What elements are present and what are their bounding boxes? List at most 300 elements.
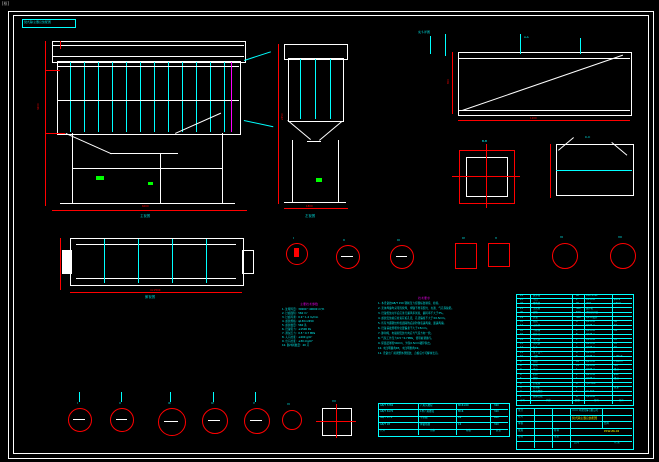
- parts-cell: ∟63×5: [614, 359, 623, 363]
- side-internal-line: [315, 59, 316, 119]
- plan-left-cap: [62, 250, 72, 274]
- hopper-dim-line: [458, 117, 630, 121]
- std-cell: 16: [458, 422, 462, 426]
- detail-mark: [73, 419, 85, 420]
- parts-cell: 控制柜: [533, 386, 541, 389]
- parts-cell: 喷吹管: [533, 302, 541, 306]
- dimension-line: [52, 210, 247, 211]
- spec-item: 5. 滤袋数量：560 条: [282, 324, 307, 327]
- note-item: 8. 气包工作压力0.5～0.7MPa，使用前须排污。: [378, 337, 434, 340]
- detail-leader: [170, 392, 171, 402]
- section-label-cc: C-C: [585, 135, 591, 139]
- detail-leader: [255, 392, 256, 402]
- parts-header-cell: 数量: [575, 399, 580, 403]
- tb-project: 袋式除尘器总装配图: [572, 416, 598, 420]
- dimension-line: [45, 70, 60, 71]
- plan-right-cap: [242, 250, 254, 274]
- view-label-main: 主视图: [140, 214, 151, 218]
- casing-top-line2: [52, 56, 244, 57]
- parts-cell: 卸灰阀: [533, 381, 541, 385]
- side-dimension: [284, 205, 348, 209]
- parts-cell: φ219: [614, 298, 621, 301]
- tb-check-label: 校对: [518, 415, 524, 419]
- parts-col-div: [612, 294, 613, 404]
- parts-cell: 出风道: [533, 342, 541, 345]
- std-row-div: [378, 409, 508, 410]
- section-cc-dim: [550, 144, 551, 198]
- parts-cell: 4: [576, 346, 578, 350]
- dimension-line: [45, 41, 46, 206]
- parts-cell: 检修盖板: [533, 394, 543, 398]
- parts-cell: 560: [576, 315, 581, 319]
- detail-label: I: [77, 401, 78, 405]
- std-cell: 320: [494, 422, 499, 426]
- side-highlight: [316, 178, 322, 182]
- note-item: 5. 所有外露钢结构表面除锈后涂防锈底漆两遍，面漆两遍。: [378, 322, 447, 325]
- parts-cell: 1: [576, 390, 578, 394]
- plan-div: [138, 239, 139, 283]
- bag-line: [112, 62, 113, 132]
- detail-callout-circle: [158, 408, 186, 436]
- plan-div: [172, 239, 173, 283]
- tb-date-label: 日期: [518, 435, 524, 439]
- tb-approve-label: 批准: [518, 428, 524, 432]
- detail-label: VII: [332, 399, 336, 403]
- dimension-text: 2450: [281, 113, 284, 120]
- dimension-tick: [60, 41, 61, 49]
- parts-cell: 中箱体: [533, 328, 541, 332]
- parts-col-div: [572, 294, 573, 404]
- parts-header-cell: 序号: [520, 399, 525, 403]
- parts-cell: 3: [520, 386, 522, 389]
- tb-material-label: 材料: [554, 428, 560, 432]
- parts-cell: 组合: [614, 368, 619, 372]
- magenta-marker: [231, 62, 232, 132]
- detail-callout-label: II: [343, 238, 345, 242]
- parts-cell: 23: [520, 298, 524, 301]
- parts-cell: 8: [576, 394, 578, 398]
- dimension-text: 1200: [530, 117, 537, 120]
- tb-sheet-label: 共 张: [614, 441, 620, 445]
- std-header-cell: 代号: [380, 429, 386, 433]
- bag-line: [224, 62, 225, 132]
- std-cell: 320: [494, 403, 499, 407]
- parts-cell: Q235-A: [586, 359, 595, 363]
- parts-cell: Q235镀锌: [586, 315, 598, 319]
- parts-cell: 1: [576, 372, 578, 376]
- parts-cell: 7: [520, 368, 522, 372]
- std-cell: M16×60: [458, 403, 469, 407]
- bag-line: [182, 62, 183, 132]
- detail-callout-mark: [294, 248, 299, 257]
- detail-label: III: [168, 401, 171, 405]
- parts-cell: 文氏管: [533, 306, 541, 310]
- tb-col-div: [602, 408, 603, 428]
- bag-line: [140, 62, 141, 132]
- plan-div: [104, 239, 105, 283]
- parts-cell: 上箱体: [533, 324, 541, 328]
- title-block: [516, 408, 632, 448]
- std-cell: GB/T 5782: [380, 403, 394, 407]
- side-middle-casing: [288, 58, 344, 122]
- parts-cell: 13: [520, 342, 524, 345]
- parts-cell: φ33.5: [614, 302, 621, 306]
- plan-div: [206, 239, 207, 283]
- parts-cell: 560: [576, 306, 581, 310]
- detail-callout-mark: [341, 256, 353, 257]
- spec-item: 8. 入口浓度：≤200 g/m³: [282, 336, 313, 339]
- std-cell: GB/T 93: [380, 422, 390, 426]
- parts-row-div: [516, 400, 632, 401]
- parts-cell: 1: [576, 328, 578, 332]
- parts-cell: 1: [520, 394, 522, 398]
- note-item: 6. 设备基础预埋件位置偏差不大于±5mm。: [378, 327, 430, 330]
- detail-mark: [208, 420, 220, 421]
- detail-callout-circle: [336, 245, 360, 269]
- parts-cell: 平台: [533, 368, 538, 372]
- detail-leader: [79, 392, 80, 402]
- parts-cell: 4: [576, 381, 578, 385]
- hopper-detail-top: [458, 58, 630, 59]
- hopper-leader: [445, 34, 446, 56]
- parts-table: [516, 294, 632, 404]
- parts-cell: 11: [520, 350, 524, 354]
- parts-cell: 5: [520, 377, 522, 381]
- parts-cell: δ5: [614, 346, 617, 350]
- parts-cell: 气包: [533, 298, 538, 301]
- note-item: 11. 设备出厂前须整体预组装，合格后方可解体发运。: [378, 352, 441, 355]
- spec-item: 7. 清灰压力：0.5～0.7 MPa: [282, 332, 316, 335]
- parts-cell: 40: [576, 302, 580, 306]
- section-bb-inner: [466, 157, 508, 197]
- bottom-square-detail: [322, 408, 352, 436]
- parts-cell: 12: [576, 364, 580, 367]
- bag-line: [126, 62, 127, 132]
- note-item: 3. 设备组装完毕后应进行漏风率试验，漏风率不大于3%。: [378, 312, 446, 315]
- highlight-mark: [148, 182, 153, 185]
- dimension-text: 1800: [306, 205, 313, 208]
- bag-line: [84, 62, 85, 132]
- side-internal-line: [300, 59, 301, 119]
- detail-callout-label: IV: [462, 236, 465, 240]
- detail-mark: [116, 419, 127, 420]
- bag-line: [70, 62, 71, 132]
- parts-cell: 15: [520, 333, 524, 337]
- side-leg: [338, 140, 339, 202]
- casing-top-line: [52, 45, 244, 46]
- parts-cell: 40: [576, 293, 580, 297]
- detail-label: V: [253, 401, 255, 405]
- side-leg: [292, 140, 293, 202]
- parts-cell: 18: [520, 320, 524, 323]
- parts-cell: 8: [576, 320, 578, 323]
- parts-cell: YJD-300: [586, 381, 596, 385]
- parts-header-cell: 名称: [546, 399, 551, 403]
- hopper-dim-line: [452, 52, 453, 114]
- parts-cell: 22: [520, 302, 524, 306]
- detail-callout-circle: [552, 243, 578, 269]
- bag-line: [168, 62, 169, 132]
- section-bb-center-h: [452, 176, 520, 177]
- parts-cell: 19: [520, 315, 524, 319]
- detail-callout-circle: [390, 245, 414, 269]
- side-dimension: [278, 44, 279, 204]
- note-item: 9. 保温层厚度50mm，外包0.5mm镀锌铁皮。: [378, 342, 433, 345]
- parts-col-div: [584, 294, 585, 404]
- parts-cell: 1: [576, 377, 578, 381]
- parts-cell: Q235-A: [586, 368, 595, 372]
- hopper-leader: [580, 38, 581, 54]
- detail-label: IV: [211, 401, 214, 405]
- spec-item: 9. 出口浓度：≤30 mg/m³: [282, 340, 314, 343]
- parts-cell: 20#: [586, 302, 592, 306]
- note-item: 10. 未注明圆角R3，未注明倒角C2。: [378, 347, 421, 350]
- parts-cell: Q235-A: [586, 394, 595, 398]
- std-cell: 320: [494, 410, 499, 413]
- plan-inner: [76, 244, 236, 245]
- hopper-detail-label: 灰斗详图: [418, 30, 431, 34]
- std-cell: 平垫圈: [420, 416, 428, 420]
- parts-cell: I16: [614, 364, 618, 367]
- parts-cell: Q235-A: [586, 355, 595, 359]
- hopper-detail-outline: [458, 52, 632, 116]
- detail-box: [455, 243, 477, 269]
- dimension-text: 800: [447, 79, 450, 84]
- hopper-bottom: [110, 153, 178, 154]
- dimension-text: 4×2500: [150, 289, 161, 292]
- detail-callout-circle: [282, 410, 302, 430]
- sheet-name-text: 袋式除尘器总装配图: [24, 20, 52, 24]
- parts-cell: 灰斗法兰: [533, 350, 543, 354]
- parts-cell: Q235-A: [586, 342, 595, 345]
- parts-cell: 20: [520, 311, 524, 315]
- parts-cell: 脉冲阀: [533, 293, 541, 297]
- detail-callout-circle: [610, 243, 636, 269]
- tb-row-div: [516, 435, 632, 436]
- parts-cell: Q235-A: [586, 324, 595, 328]
- parts-cell: Q235-A: [586, 320, 595, 323]
- detail-callout-circle: [68, 408, 92, 432]
- parts-cell: δ5: [614, 337, 617, 341]
- std-row-div: [378, 416, 508, 417]
- std-row-div: [378, 422, 508, 423]
- detail-callout-label: VII: [618, 235, 622, 239]
- plan-inner: [76, 278, 236, 279]
- plan-dim: [60, 238, 61, 290]
- tb-company: ××× 环保设备有限公司: [572, 408, 598, 412]
- std-cell: 弹簧垫圈: [420, 422, 431, 426]
- dimension-text: 6000: [142, 205, 149, 208]
- parts-cell: 2: [520, 390, 522, 394]
- parts-cell: 横梁: [533, 364, 538, 367]
- parts-col-div: [530, 294, 531, 404]
- tube-plate-line: [57, 66, 239, 67]
- spec-item: 1. 处理风量：30000～40000 m³/h: [282, 308, 325, 311]
- std-cell: M16: [458, 410, 464, 413]
- std-col-div: [490, 403, 491, 435]
- detail-callout-circle: [244, 408, 270, 434]
- detail-callout-circle: [110, 408, 134, 432]
- hopper-detail-bottom: [458, 110, 630, 111]
- bag-line: [196, 62, 197, 132]
- parts-cell: 8: [576, 333, 578, 337]
- detail-leader: [121, 392, 122, 402]
- std-cell: 640: [494, 416, 499, 420]
- support-leg: [222, 133, 223, 203]
- parts-cell: 10: [520, 355, 524, 359]
- tb-drawing-no-label: 图号: [604, 422, 610, 425]
- tb-weight-label: 重量: [554, 435, 560, 439]
- parts-cell: 1: [576, 368, 578, 372]
- parts-cell: 1: [576, 386, 578, 389]
- view-label-side: 左视图: [305, 214, 316, 218]
- parts-cell: Q235-A: [586, 333, 595, 337]
- note-item: 7. 脉冲阀、电磁阀安装方向应与气流方向一致。: [378, 332, 434, 335]
- parts-cell: 560: [576, 311, 581, 315]
- detail-mark: [250, 420, 262, 421]
- mid-horizontal-line: [57, 100, 239, 101]
- parts-header-cell: 材料: [594, 399, 599, 403]
- parts-cell: 组合: [614, 377, 619, 381]
- standard-parts-table: [378, 403, 508, 435]
- parts-cell: 灰斗: [533, 346, 538, 350]
- parts-cell: 1: [576, 342, 578, 345]
- parts-cell: δ6: [614, 320, 617, 323]
- detail-box: [488, 243, 510, 267]
- bag-line: [210, 62, 211, 132]
- parts-cell: Q235-A: [586, 350, 595, 354]
- parts-cell: φ32: [614, 372, 619, 376]
- detail-label: VI: [287, 402, 290, 406]
- parts-cell: 8: [520, 364, 522, 367]
- parts-cell: 成套: [614, 386, 619, 389]
- bag-line: [98, 62, 99, 132]
- parts-cell: Q235-A: [586, 337, 595, 341]
- parts-cell: Q235-A: [586, 372, 595, 376]
- tb-review-label: 审核: [518, 422, 524, 425]
- parts-cell: 12: [520, 346, 524, 350]
- support-leg: [160, 153, 161, 203]
- section-label-aa: A-A: [524, 35, 529, 39]
- parts-cell: 6: [520, 372, 522, 376]
- std-cell: 16: [458, 416, 462, 420]
- notes-title: 技术要求: [418, 296, 431, 300]
- note-item: 1. 本设备按GB/T 150 钢制压力容器标准制造、检验。: [378, 302, 441, 305]
- parts-cell: 2: [576, 298, 578, 301]
- dimension-text: 3200: [37, 103, 40, 110]
- section-label-bb: B-B: [482, 139, 488, 143]
- std-cell: GB/T 6170: [380, 410, 394, 413]
- parts-cell: 1: [576, 337, 578, 341]
- base-line: [60, 203, 235, 204]
- parts-cell: DMF-Z-62: [586, 293, 598, 297]
- parts-cell: 1: [576, 324, 578, 328]
- parts-cell: 17: [520, 324, 524, 328]
- spec-title: 主要技术参数: [300, 302, 319, 306]
- parts-cell: Q235-A: [586, 346, 595, 350]
- spec-item: 2. 过滤面积：560 m²: [282, 312, 308, 315]
- parts-cell: Q235-A: [586, 364, 595, 367]
- parts-cell: 14: [520, 337, 524, 341]
- std-row-div: [378, 429, 508, 430]
- note-item: 2. 壳体焊缝均采用连续焊，焊缝不得有裂纹、夹渣、气孔等缺陷。: [378, 307, 454, 310]
- spec-item: 10. 脉冲阀数量：40 只: [282, 344, 310, 347]
- platform-beam: [72, 168, 222, 169]
- parts-cell: 涤纶针刺毡: [586, 311, 598, 315]
- parts-cell: 4: [520, 381, 522, 385]
- detail-mark: [164, 421, 178, 422]
- std-cell: 六角头螺栓: [420, 403, 433, 407]
- parts-cell: 9: [520, 359, 522, 363]
- hopper-leader: [520, 34, 521, 54]
- parts-cell: 16: [520, 328, 524, 332]
- hopper-leader: [430, 36, 431, 54]
- parts-cell: δ4: [614, 328, 617, 332]
- parts-cell: 8: [576, 355, 578, 359]
- parts-cell: 爬梯: [533, 377, 538, 381]
- plan-outline: [70, 238, 244, 286]
- view-label-plan: 俯视图: [145, 295, 156, 299]
- note-item: 4. 滤袋安装前应检查花板孔径，孔径偏差不大于±0.5mm。: [378, 317, 448, 320]
- detail-label: II: [119, 401, 121, 405]
- parts-header-cell: 备注: [619, 399, 624, 403]
- dimension-line: [45, 133, 65, 134]
- parts-cell: ∟75×6: [614, 355, 623, 359]
- std-header-cell: 规格: [466, 429, 472, 433]
- std-col-div: [456, 403, 457, 435]
- tb-row-div: [516, 421, 632, 422]
- detail-callout-label: I: [293, 236, 294, 240]
- parts-cell: LS-250: [586, 390, 595, 394]
- parts-cell: 袋笼: [533, 315, 538, 319]
- std-col-div: [418, 403, 419, 435]
- spec-item: 4. 滤袋规格：φ130×2450: [282, 320, 314, 323]
- detail-callout-label: III: [397, 238, 400, 242]
- parts-cell: 检修门: [533, 333, 541, 337]
- spec-item: 6. 设备阻力：≤1500 Pa: [282, 328, 311, 331]
- parts-cell: 斜撑: [533, 359, 538, 363]
- spec-item: 3. 过滤风速：0.9～1.2 m/min: [282, 316, 319, 319]
- window-corner-tab: [框]: [2, 1, 10, 6]
- tb-design-label: 设计: [518, 408, 524, 412]
- detail-callout-circle: [202, 408, 228, 434]
- parts-cell: 花板: [533, 320, 538, 323]
- section-cc-line: [556, 170, 632, 171]
- highlight-mark: [96, 176, 104, 180]
- parts-cell: 镀锌板: [586, 306, 594, 310]
- tb-drawing-no: PXW-ZK-02: [604, 428, 620, 433]
- std-cell: 1型六角螺母: [420, 410, 435, 413]
- side-hopper-bottom: [307, 141, 321, 142]
- parts-cell: 21: [520, 306, 524, 310]
- parts-cell: 16: [576, 359, 580, 363]
- std-header-cell: 名称: [430, 429, 436, 433]
- parts-cell: 4: [576, 350, 578, 354]
- bottom-square-center: [316, 421, 356, 422]
- parts-cell: Q235-A: [586, 298, 595, 301]
- std-header-cell: 数量: [496, 429, 502, 433]
- tb-scale-label: 比例: [574, 441, 580, 445]
- parts-cell: 进风道: [533, 337, 541, 341]
- parts-cell: 栏杆: [533, 372, 538, 376]
- parts-cell: 滤袋: [533, 311, 538, 315]
- std-cell: GB/T 97.1: [380, 416, 393, 420]
- side-internal-line: [330, 59, 331, 119]
- parts-cell: Q235-A: [586, 377, 595, 381]
- side-base: [284, 202, 346, 203]
- detail-callout-mark: [396, 256, 407, 257]
- bag-line: [154, 62, 155, 132]
